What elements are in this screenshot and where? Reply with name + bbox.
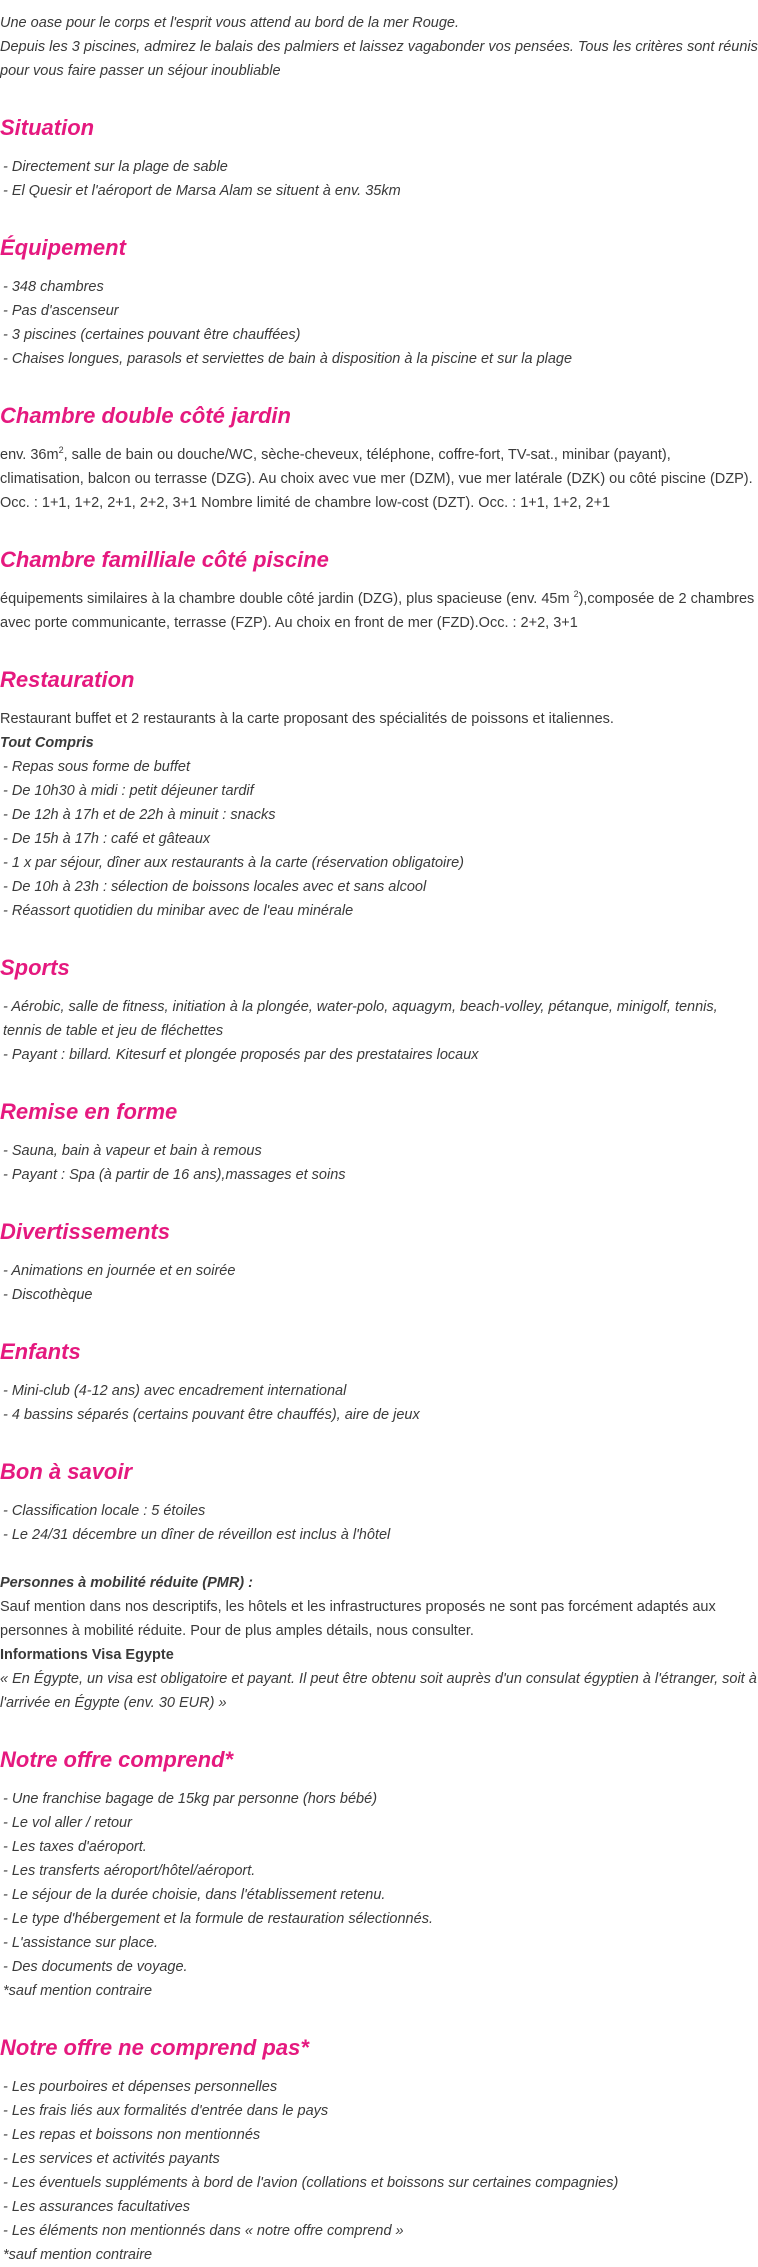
list-item: - Une franchise bagage de 15kg par personne (hors bébé) (3, 1791, 378, 1807)
list-item: - Le type d'hébergement et la formule de restauration sélectionnés. (3, 1911, 433, 1927)
footnote: *sauf mention contraire (3, 1983, 153, 1999)
list-item: - El Quesir et l'aéroport de Marsa Alam se situent à env. 35km (3, 183, 401, 199)
superscript: 2 (58, 445, 64, 456)
list-item: - 348 chambres (3, 279, 104, 295)
section-bon-a-savoir (0, 1427, 758, 1715)
section-title: Équipement (0, 235, 126, 260)
section-chambre-familiale (0, 515, 758, 635)
list-item: - Les services et activités payants (3, 2151, 220, 2167)
section-title: Enfants (0, 1339, 81, 1364)
list-item: - Réassort quotidien du minibar avec de l'eau minérale (3, 903, 354, 919)
pmr-title: Personnes à mobilité réduite (PMR) : (0, 1575, 253, 1591)
section-offre-comprend (0, 1715, 758, 2003)
list-item: - Discothèque (3, 1287, 93, 1303)
room-description (0, 443, 758, 515)
list-item: - Pas d'ascenseur (3, 303, 119, 319)
section-offre-ne-comprend-pas (0, 2003, 758, 2267)
section-title: Notre offre ne comprend pas* (0, 2035, 309, 2060)
room-description (0, 587, 758, 635)
restauration-intro: Restaurant buffet et 2 restaurants à la carte proposant des spécialités de poissons et italiennes. (0, 711, 614, 727)
list-item: - Les taxes d'aéroport. (3, 1839, 147, 1855)
room-text-end: ),composée de 2 chambres avec porte communicante, terrasse (FZP). Au choix en front de mer (FZD).Occ. : 2+2, 3+1 (0, 591, 755, 631)
section-title: Situation (0, 115, 95, 140)
room-text-start: env. 36m (0, 447, 59, 463)
list-item: - 1 x par séjour, dîner aux restaurants à la carte (réservation obligatoire) (3, 855, 465, 871)
list-item: - Mini-club (4-12 ans) avec encadrement international (3, 1383, 347, 1399)
visa-text: « En Égypte, un visa est obligatoire et payant. Il peut être obtenu soit auprès d'un consulat égyptien à l'étranger, soit à l'arrivée en Égypte (env. 30 EUR) » (0, 1671, 757, 1711)
section-title: Notre offre comprend* (0, 1747, 234, 1772)
footnote: *sauf mention contraire (3, 2247, 153, 2263)
list-item: - Les éléments non mentionnés dans « notre offre comprend » (3, 2223, 404, 2239)
section-sports (0, 923, 758, 1067)
list-item: - Sauna, bain à vapeur et bain à remous (3, 1143, 262, 1159)
section-equipement (0, 203, 758, 371)
list-item: - Les pourboires et dépenses personnelles (3, 2079, 278, 2095)
section-title: Remise en forme (0, 1099, 178, 1124)
intro (0, 0, 758, 83)
list-item: - Les frais liés aux formalités d'entrée dans le pays (3, 2103, 329, 2119)
room-text-end: , salle de bain ou douche/WC, sèche-cheveux, téléphone, coffre-fort, TV-sat., minibar (payant), climatisation, balcon ou terrasse (DZG). Au choix avec vue mer (DZM), vue mer latérale (DZK) ou côté piscine (DZP). Occ. : 1+1, 1+2, 2+1, 2+2, 3+1 Nombre limité de chambre low-cost (DZT). Occ. : 1+1, 1+2, 2+1 (0, 447, 753, 511)
section-title: Divertissements (0, 1219, 170, 1244)
list-item: - Payant : Spa (à partir de 16 ans),massages et soins (3, 1167, 346, 1183)
pmr-text: Sauf mention dans nos descriptifs, les hôtels et les infrastructures proposés ne sont pas forcément adaptés aux personnes à mobilité réduite. Pour de plus amples détails, nous consulter. (0, 1599, 716, 1639)
list-item: - Aérobic, salle de fitness, initiation à la plongée, water-polo, aquagym, beach-volley, pétanque, minigolf, tennis, tennis de table et jeu de fléchettes (3, 999, 718, 1039)
list-item: - Chaises longues, parasols et serviettes de bain à disposition à la piscine et sur la plage (3, 351, 573, 367)
section-enfants (0, 1307, 758, 1427)
section-chambre-double (0, 371, 758, 515)
list-item: - Des documents de voyage. (3, 1959, 188, 1975)
list-item: - Directement sur la plage de sable (3, 159, 228, 175)
room-text-start: équipements similaires à la chambre double côté jardin (DZG), plus spacieuse (env. 45m (0, 591, 574, 607)
list-item: - Animations en journée et en soirée (3, 1263, 236, 1279)
list-item: - De 15h à 17h : café et gâteaux (3, 831, 211, 847)
section-situation (0, 83, 758, 203)
restauration-subtitle: Tout Compris (0, 735, 94, 751)
visa-title: Informations Visa Egypte (0, 1647, 174, 1663)
list-item: - Les repas et boissons non mentionnés (3, 2127, 261, 2143)
list-item: - Payant : billard. Kitesurf et plongée proposés par des prestataires locaux (3, 1047, 479, 1063)
section-title: Bon à savoir (0, 1459, 133, 1484)
list-item: - De 10h à 23h : sélection de boissons locales avec et sans alcool (3, 879, 427, 895)
list-item: - Repas sous forme de buffet (3, 759, 190, 775)
section-divertissements (0, 1187, 758, 1307)
list-item: - De 10h30 à midi : petit déjeuner tardif (3, 783, 254, 799)
section-title: Sports (0, 955, 70, 980)
list-item: - Le 24/31 décembre un dîner de réveillon est inclus à l'hôtel (3, 1527, 391, 1543)
spacer (0, 1547, 758, 1571)
list-item: - Le vol aller / retour (3, 1815, 132, 1831)
section-title: Chambre double côté jardin (0, 403, 291, 428)
section-title: Restauration (0, 667, 135, 692)
list-item: - Les éventuels suppléments à bord de l'avion (collations et boissons sur certaines compagnies) (3, 2175, 619, 2191)
list-item: - 3 piscines (certaines pouvant être chauffées) (3, 327, 301, 343)
section-remise-en-forme (0, 1067, 758, 1187)
intro-line-1: Une oase pour le corps et l'esprit vous attend au bord de la mer Rouge. (0, 15, 459, 31)
list-item: - Les transferts aéroport/hôtel/aéroport. (3, 1863, 256, 1879)
section-restauration (0, 635, 758, 923)
list-item: - Classification locale : 5 étoiles (3, 1503, 206, 1519)
list-item: - Le séjour de la durée choisie, dans l'établissement retenu. (3, 1887, 386, 1903)
list-item: - 4 bassins séparés (certains pouvant être chauffés), aire de jeux (3, 1407, 420, 1423)
intro-line-2: Depuis les 3 piscines, admirez le balais des palmiers et laissez vagabonder vos pensées. Tous les critères sont réunis pour vous faire passer un séjour inoubliable (0, 39, 758, 79)
list-item: - De 12h à 17h et de 22h à minuit : snacks (3, 807, 276, 823)
list-item: - Les assurances facultatives (3, 2199, 190, 2215)
list-item: - L'assistance sur place. (3, 1935, 159, 1951)
section-title: Chambre familliale côté piscine (0, 547, 329, 572)
superscript: 2 (573, 589, 579, 600)
